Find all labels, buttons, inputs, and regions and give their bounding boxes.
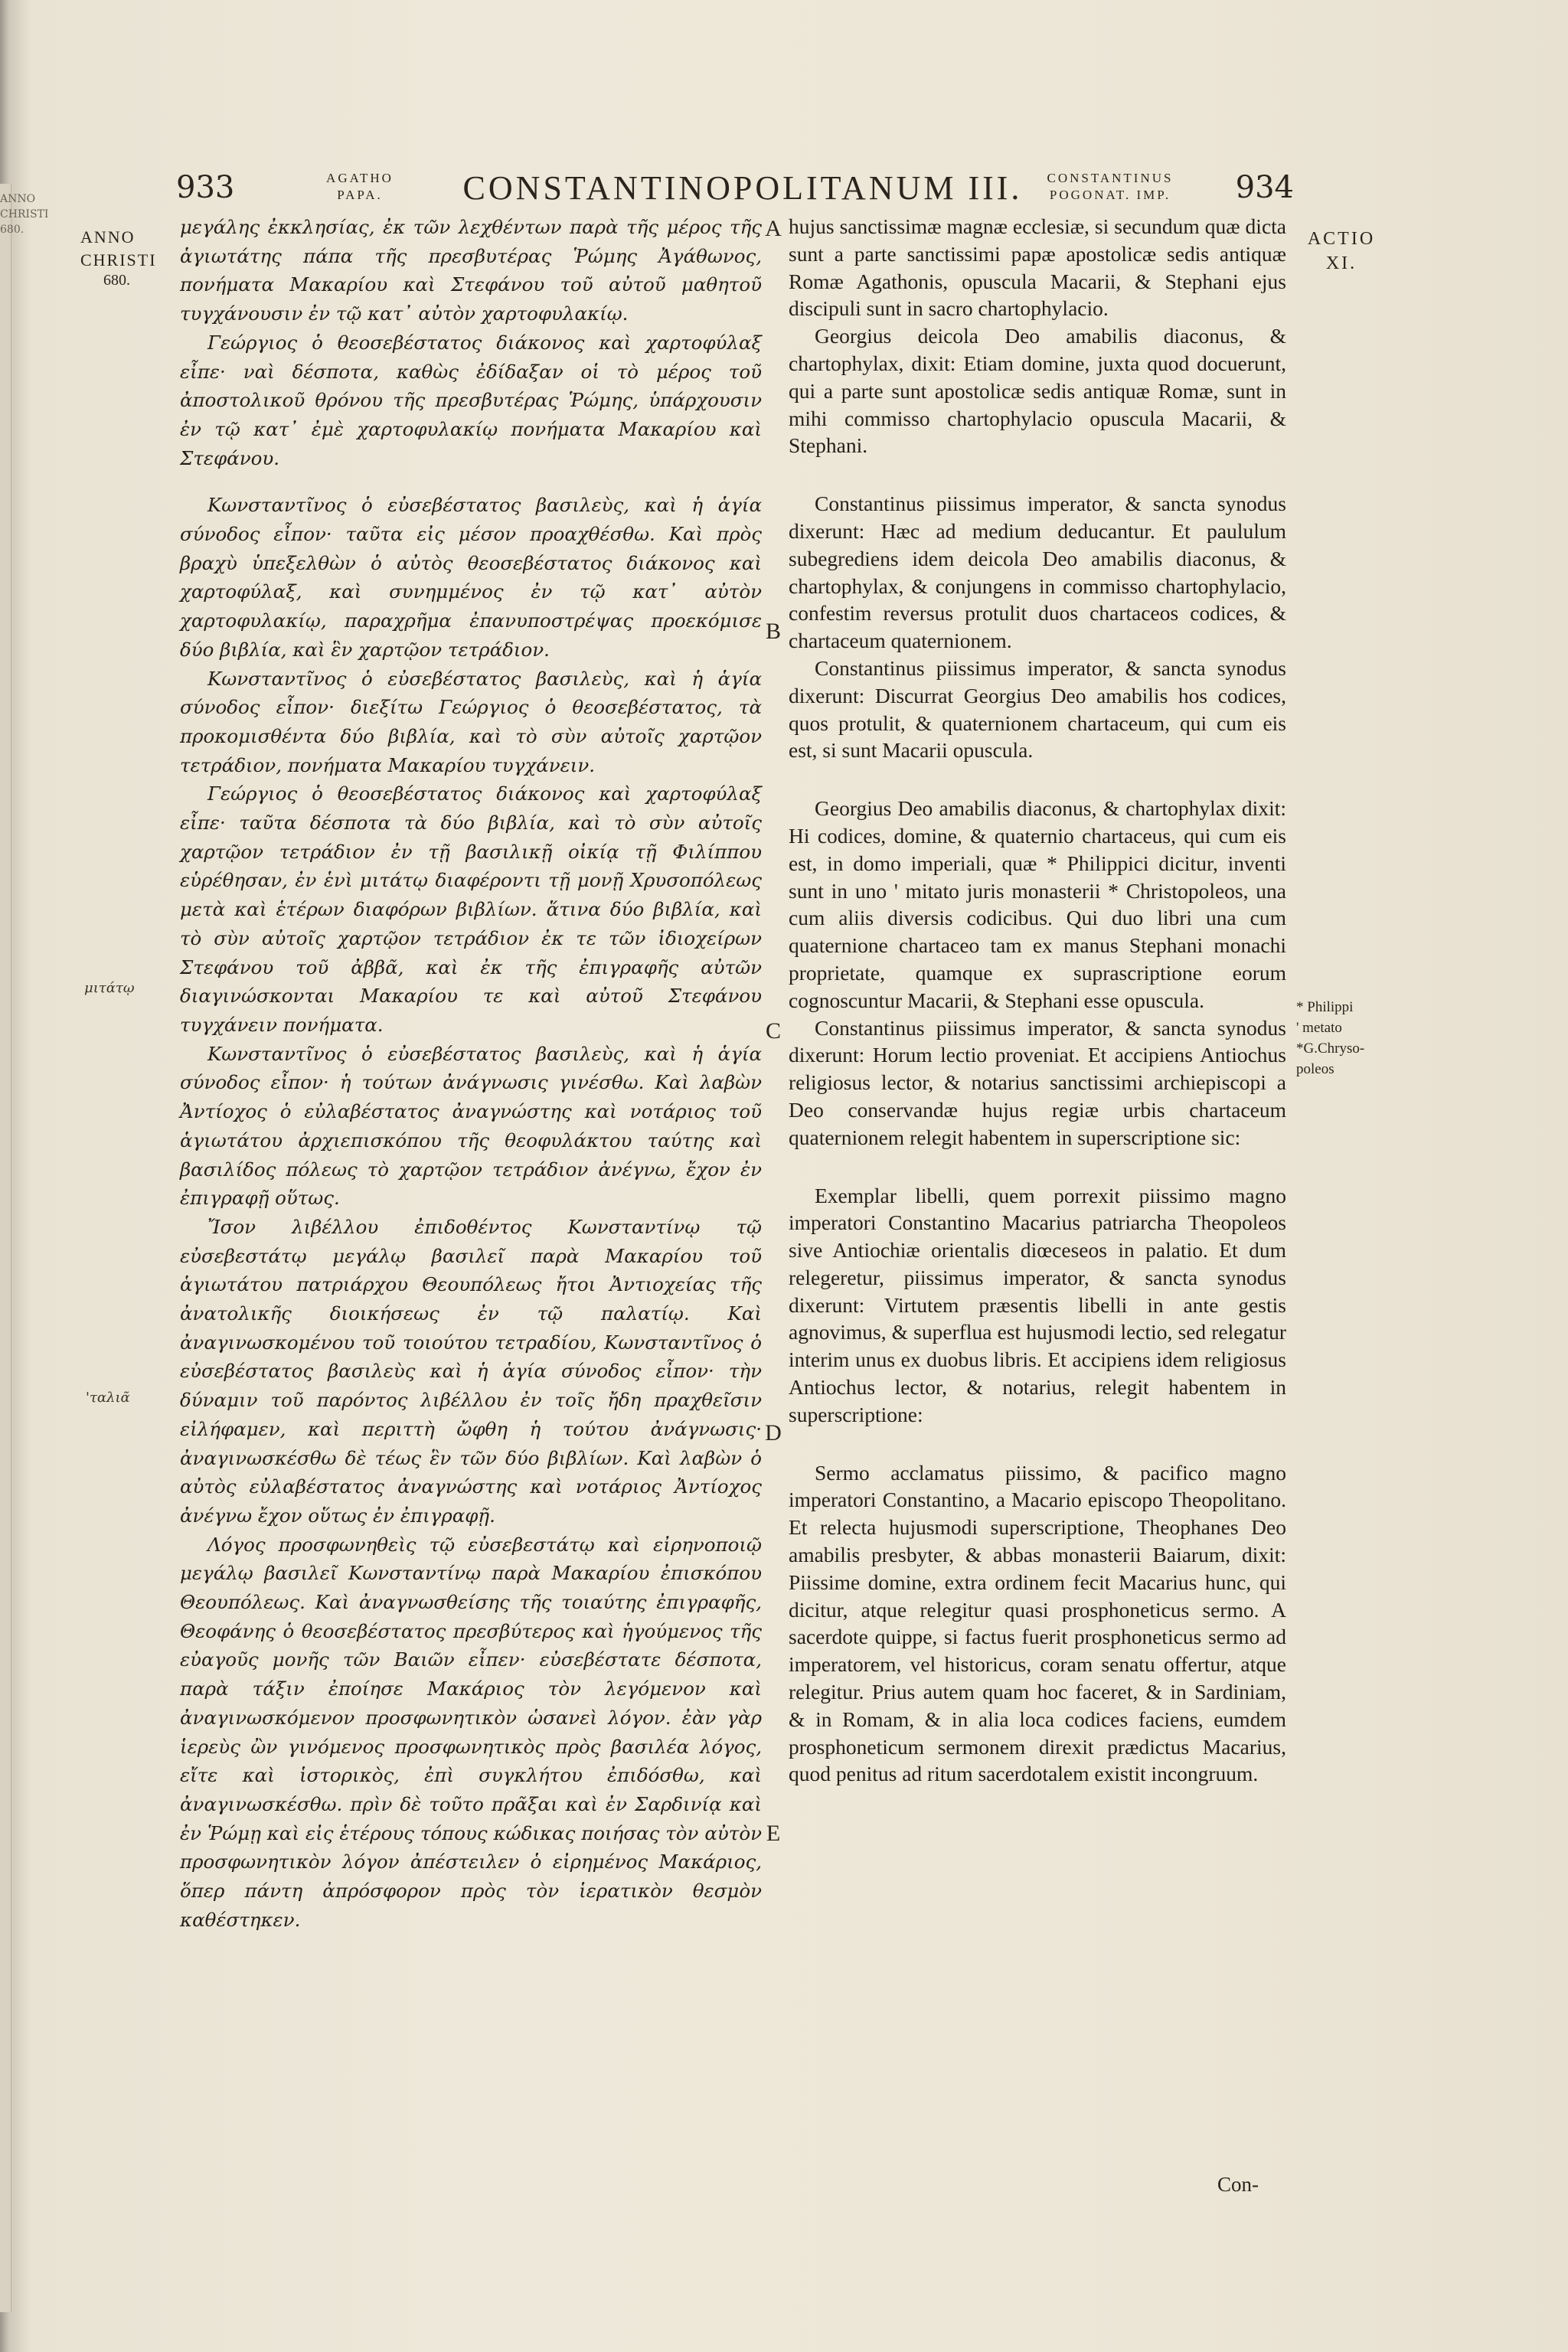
margin-note-mitato: μιτάτῳ (84, 980, 135, 996)
header-right-caption (1034, 170, 1187, 204)
greek-paragraph: μεγάλης ἐκκλησίας, ἐκ τῶν λεχθέντων παρὰ τῆς μέρος τῆς ἁγιωτάτης πάπα τῆς πρεσβυτέρας Ῥώμης Ἀγάθωνος, πονήματα Μακαρίου καὶ Στεφάνου τοῦ αὐτοῦ μαθητοῦ τυγχάνουσιν ἐν τῷ κατ᾽ αὐτὸν χαρτοφυλακίῳ. (180, 216, 762, 325)
latin-paragraph: Exemplar libelli, quem porrexit piissimo magno imperatori Constantino Macarius patriarcha Theopoleos sive Antiochiæ orientalis diœceseos in palatio. Et dum relegeretur, piissimus imperator, & sancta synodus dixerunt: Virtutem præsentis libelli in ante gestis agnovimus, & superflua est hujusmodi lectio, sed relegatur interim unus ex duobus libris. Et accipiens idem religiosus Antiochus lector, & notarius, relegit habentem in superscriptione: (789, 1183, 1286, 1426)
latin-paragraph: Constantinus piissimus imperator, & sancta synodus dixerunt: Discurrat Georgius Deo amabilis hos codices, quos protulit, & quaternionem chartaceum, qui cum eis est, si sunt Macarii opuscula. (789, 655, 1286, 763)
catchword: Con- (1217, 2173, 1259, 2196)
header-left-caption (306, 170, 413, 204)
header-left-line-1: AGATHO (326, 171, 394, 185)
greek-paragraph: Κωνσταντῖνος ὁ εὐσεβέστατος βασιλεὺς, καὶ ἡ ἁγία σύνοδος εἶπον· ἡ τούτων ἀνάγνωσις γινέσθω. Καὶ λαβὼν Ἀντίοχος ὁ εὐλαβέστατος ἀναγνώστης καὶ νοτάριος τοῦ ἁγιωτάτου ἀρχιεπισκόπου τῆς θεοφυλάκτου ταύτης καὶ βασιλίδος πόλεως τὸ χαρτῷον τετράδιον ἀνέγνω, ἔχον ἐν ἐπιγραφῇ οὕτως. (180, 1042, 762, 1210)
page-title: CONSTANTINOPOLITANUM III. (462, 169, 1023, 207)
right-margin-notes (1296, 997, 1388, 1080)
margin-note-italia: 'ταλιᾶ (86, 1390, 130, 1406)
greek-paragraph: Κωνσταντῖνος ὁ εὐσεβέστατος βασιλεὺς, καὶ ἡ ἁγία σύνοδος εἶπον· διεξίτω Γεώργιος ὁ θεοσεβέστατος, τὰ προκομισθέντα δύο βιβλία, καὶ τὸ σὺν αὐτοῖς χαρτῷον τετράδιον, πονήματα Μακαρίου τυγχάνειν. (180, 667, 762, 776)
page-number-left: 933 (176, 170, 235, 205)
section-letter-c: C (765, 1018, 781, 1044)
right-note-line: poleos (1296, 1061, 1334, 1077)
latin-paragraph: hujus sanctissimæ magnæ ecclesiæ, si secundum quæ dicta sunt a parte sanctissimi papæ apostolicæ sedis antiquæ Romæ Agathonis, opuscula Macarii, & Stephani ejus discipuli sunt in sacro chartophylacio. (789, 214, 1286, 321)
actio-number: XI. (1325, 253, 1357, 273)
latin-paragraph: Constantinus piissimus imperator, & sancta synodus dixerunt: Horum lectio proveniat. Et accipiens Antiochus religiosus lector, & notarius sanctissimi archiepiscopi a Deo conservandæ hujus regiæ urbis chartaceum quaternionem relegit habentem in superscriptione sic: (789, 1015, 1286, 1149)
anno-label: ANNO (80, 227, 136, 247)
latin-paragraph: Georgius Deo amabilis diaconus, & chartophylax dixit: Hi codices, domine, & quaternio chartaceus, qui cum eis est, in domo imperiali, quæ * Philippici dicitur, inventi sunt in uno ' mitato juris monasterii * Christopoleos, una cum aliis diversis codicibus. Qui duo libri una cum quaternione chartaceo tam ex manus Stephani monachi proprietate, quamque ex suprascriptione eorum cognoscuntur Macarii, & Stephani esse opuscula. (789, 796, 1286, 1012)
actio-marker (1299, 227, 1383, 276)
right-note-line: *G.Chryso- (1296, 1040, 1365, 1057)
section-letter-e: E (766, 1821, 781, 1846)
header-left-line-2: PAPA. (337, 188, 383, 202)
left-margin-date (80, 226, 165, 289)
section-letter-b: B (765, 619, 781, 644)
right-note-line: * Philippi (1296, 999, 1354, 1015)
right-note-line: ' metato (1296, 1020, 1342, 1036)
previous-page-edge-text: ANNO CHRISTI 680. (0, 193, 49, 236)
greek-paragraph: Γεώργιος ὁ θεοσεβέστατος διάκονος καὶ χαρτοφύλαξ εἶπε· ναὶ δέσποτα, καθὼς ἐδίδαξαν οἱ τὸ μέρος τοῦ ἀποστολικοῦ θρόνου τῆς πρεσβυτέρας Ῥώμης, ὑπάρχουσιν ἐν τῷ κατ᾽ ἐμὲ χαρτοφυλακίῳ πονήματα Μακαρίου καὶ Στεφάνου. (180, 331, 762, 469)
page-number-right: 934 (1235, 170, 1294, 205)
actio-label: ACTIO (1307, 229, 1376, 249)
greek-paragraph: Λόγος προσφωνηθεὶς τῷ εὐσεβεστάτῳ καὶ εἰρηνοποιῷ μεγάλῳ βασιλεῖ Κωνσταντίνῳ παρὰ Μακαρίου ἐπισκόπου Θεουπόλεως. Καὶ ἀναγνωσθείσης τῆς τοιαύτης ἐπιγραφῆς, Θεοφάνης ὁ θεοσεβέστατος πρεσβύτερος καὶ ἡγούμενος τῆς εὐαγοῦς μονῆς τῶν Βαιῶν εἶπεν· εὐσεβέστατε δέσποτα, παρὰ τάξιν ἐποίησε Μακάριος τὸν λεγόμενον καὶ ἀναγινωσκόμενον προσφωνητικὸν ὡσανεὶ λόγον. ἐὰν γὰρ ἱερεὺς ὢν γινόμενος προσφωνητικὸς πρὸς βασιλέα λόγος, εἴτε καὶ ἱστορικὸς, ἐπὶ συγκλήτου ἐπιδόσθω, καὶ ἀναγινωσκέσθω. πρὶν δὲ τοῦτο πρᾶξαι καὶ ἐν Σαρδινίᾳ καὶ ἐν Ῥώμῃ καὶ εἰς ἑτέρους τόπους κώδικας ποιήσας τὸν αὐτὸν προσφωνητικὸν λόγον ἀπέστειλεν ὁ εἰρημένος Μακάριος, ὅπερ πάντη ἀπρόσφορον πρὸς τὸν ἱερατικὸν θεσμὸν καθέστηκεν. (180, 1533, 762, 1931)
latin-paragraph: Sermo acclamatus piissimo, & pacifico magno imperatori Constantino, a Macario episcopo Theopolitano. Et relecta hujusmodi superscriptione, Theophanes Deo amabilis presbyter, & abbas monasterii Baiarum, dixit: Piissime domine, extra ordinem fecit Macarius hunc, qui dicitur, atque relegitur quasi prosphoneticus sermo. A sacerdote quippe, si factus fuerit prosphoneticus sermo ad imperatorem, vel historicus, coram senatu offertur, atque relegitur. Prius autem quam hoc faceret, & in Sardiniam, & in Romam, & in alia loca codices faciens, eumdem prosphoneticum sermonem direxit prædictus Macarius, quod penitus ad ritum sacerdotalem existit incongruum. (789, 1460, 1286, 1786)
running-header (176, 161, 1294, 214)
greek-column (180, 213, 762, 1934)
header-right-line-2: POGONAT. IMP. (1049, 188, 1171, 202)
section-letter-d: D (765, 1420, 782, 1446)
latin-paragraph: Constantinus piissimus imperator, & sancta synodus dixerunt: Hæc ad medium deducantur. Et paululum subegrediens idem deicola Deo amabilis diaconus, & chartophylax, & conjungens in commisso chartophylacio, confestim reversus protulit duos chartaceos codices, & chartaceum quaternionem. (789, 492, 1286, 653)
greek-paragraph: Ἴσον λιβέλλου ἐπιδοθέντος Κωνσταντίνῳ τῷ εὐσεβεστάτῳ μεγάλῳ βασιλεῖ παρὰ Μακαρίου τοῦ ἁγιωτάτου πατριάρχου Θεουπόλεως ἤτοι Ἀντιοχείας τῆς ἀνατολικῆς διοικήσεως ἐν τῷ παλατίῳ. Καὶ ἀναγινωσκομένου τοῦ τοιούτου τετραδίου, Κωνσταντῖνος ὁ εὐσεβέστατος βασιλεὺς καὶ ἡ ἁγία σύνοδος εἶπον· τὴν δύναμιν τοῦ παρόντος λιβέλλου ἐν τοῖς ἤδη πραχθεῖσιν εἰλήφαμεν, καὶ περιττὴ ὤφθη ἡ τούτου ἀνάγνωσις· ἀναγινωσκέσθω δὲ τέως ἓν τῶν δύο βιβλίων. Καὶ λαβὼν ὁ αὐτὸς εὐλαβέστατος ἀναγνώστης καὶ νοτάριος Ἀντίοχος ἀνέγνω ἔχον οὕτως ἐν ἐπιγραφῇ. (180, 1215, 762, 1527)
christi-label: CHRISTI (80, 250, 157, 270)
anno-year: 680. (103, 272, 130, 289)
latin-column (789, 213, 1286, 1788)
greek-paragraph: Γεώργιος ὁ θεοσεβέστατος διάκονος καὶ χαρτοφύλαξ εἶπε· ταῦτα δέσποτα τὰ δύο βιβλία, καὶ τὸ σὺν αὐτοῖς χαρτῷον τετράδιον ἐν τῇ βασιλικῇ οἰκίᾳ τῇ Φιλίππου εὑρέθησαν, ἐν ἑνὶ μιτάτῳ διαφέροντι τῇ μονῇ Χρυσοπόλεως μετὰ καὶ ἑτέρων διαφόρων βιβλίων. ἅτινα δύο βιβλία, καὶ τὸ σὺν αὐτοῖς χαρτῷον τετράδιον ἐκ τε τῶν ἰδιοχείρων Στεφάνου τοῦ ἀββᾶ, καὶ ἐκ τῆς ἐπιγραφῆς αὐτῶν διαγινώσκονται Μακαρίου τε καὶ αὐτοῦ Στεφάνου τυγχάνειν πονήματα. (180, 782, 762, 1036)
header-right-line-1: CONSTANTINUS (1047, 171, 1174, 185)
greek-paragraph: Κωνσταντῖνος ὁ εὐσεβέστατος βασιλεὺς, καὶ ἡ ἁγία σύνοδος εἶπον· ταῦτα εἰς μέσον προαχθέσθω. Καὶ πρὸς βραχὺ ὑπεξελθὼν ὁ αὐτὸς θεοσεβέστατος διάκονος καὶ χαρτοφύλαξ, καὶ συνημμένος ἐν τῷ κατ᾽ αὐτὸν χαρτοφυλακίῳ, παραχρῆμα ἐπανυποστρέψας προεκόμισε δύο βιβλία, καὶ ἓν χαρτῷον τετράδιον. (180, 494, 762, 661)
section-letter-a: A (765, 216, 782, 241)
latin-paragraph: Georgius deicola Deo amabilis diaconus, & chartophylax, dixit: Etiam domine, juxta quod docuerunt, qui a parte sunt apostolicæ sedis antiquæ Romæ, sunt in mihi commisso chartophylacio opuscula Macarii, & Stephani. (789, 324, 1286, 458)
